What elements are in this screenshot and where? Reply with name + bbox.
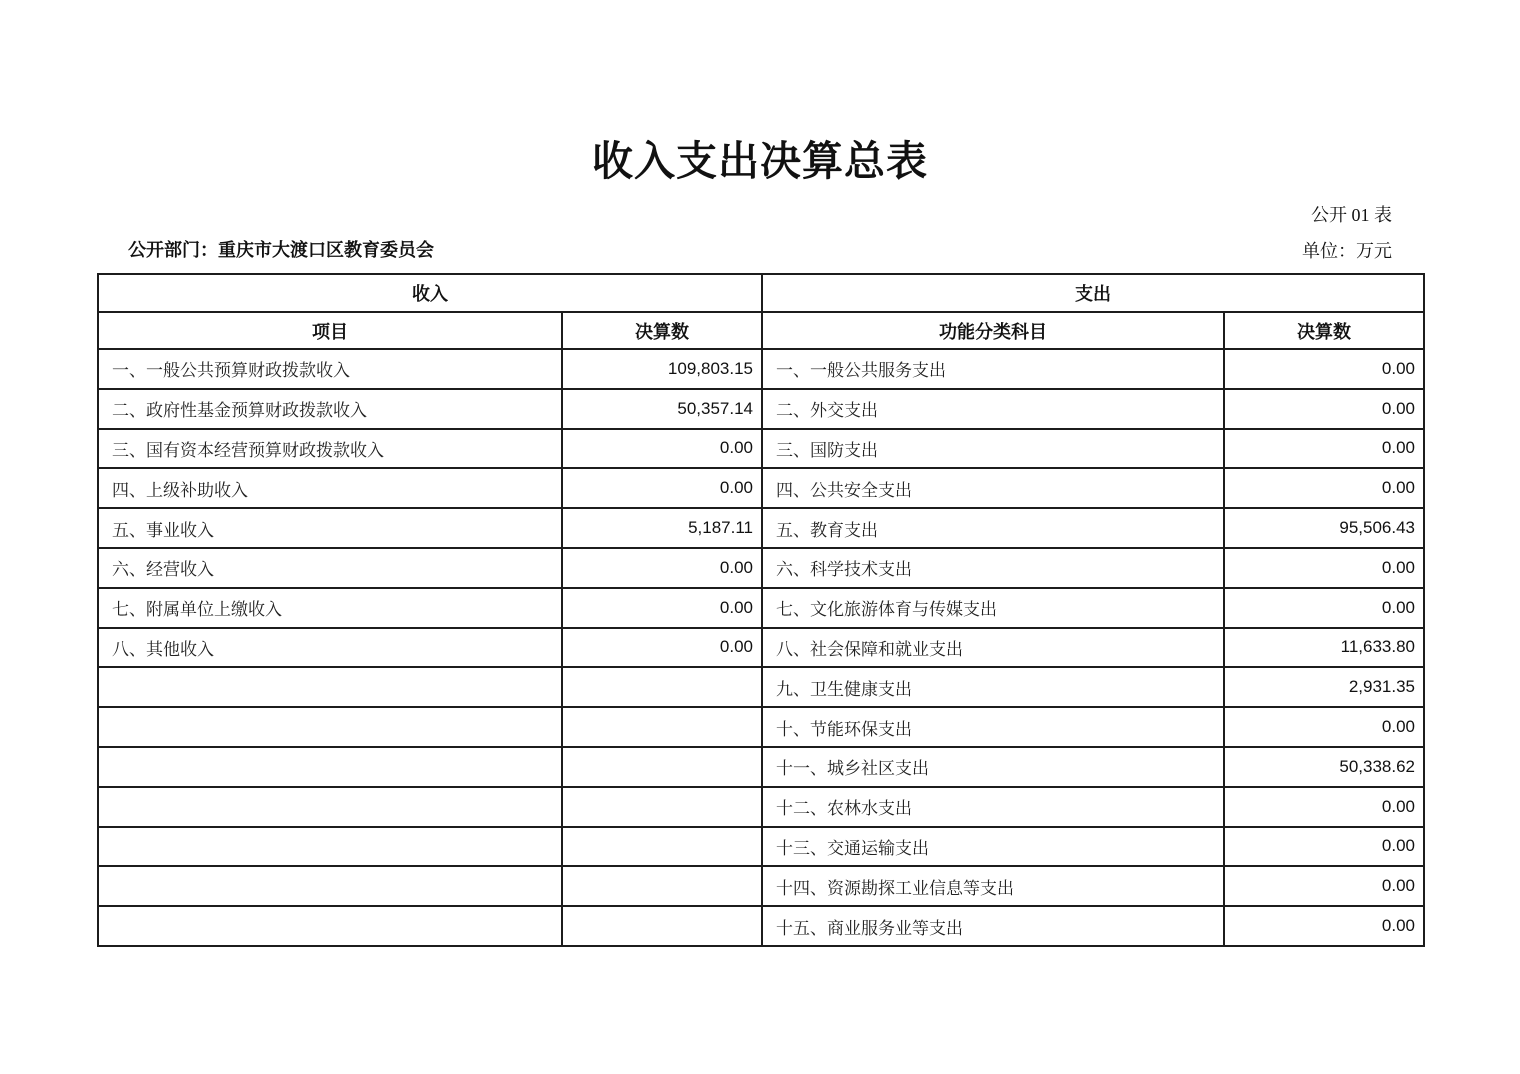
expense-value-cell: 0.00 <box>1224 548 1424 588</box>
table-row <box>98 866 1424 906</box>
summary-table <box>97 273 1425 947</box>
expense-item-cell: 六、科学技术支出 <box>762 548 1224 588</box>
table-row <box>98 548 1424 588</box>
expense-value-cell: 0.00 <box>1224 429 1424 469</box>
income-item-cell <box>98 866 562 906</box>
expense-value-cell: 2,931.35 <box>1224 667 1424 707</box>
expense-item-cell: 一、一般公共服务支出 <box>762 349 1224 389</box>
expense-value-cell: 0.00 <box>1224 349 1424 389</box>
table-row <box>98 628 1424 668</box>
income-item-cell: 三、国有资本经营预算财政拨款收入 <box>98 429 562 469</box>
income-value-cell <box>562 667 762 707</box>
expense-item-cell: 四、公共安全支出 <box>762 468 1224 508</box>
income-value-cell <box>562 827 762 867</box>
income-value-cell <box>562 747 762 787</box>
income-item-cell: 四、上级补助收入 <box>98 468 562 508</box>
income-value-cell: 5,187.11 <box>562 508 762 548</box>
expense-value-cell: 0.00 <box>1224 707 1424 747</box>
income-value-cell: 0.00 <box>562 429 762 469</box>
income-value-cell: 0.00 <box>562 468 762 508</box>
page-title: 收入支出决算总表 <box>592 138 928 184</box>
income-item-cell <box>98 707 562 747</box>
expense-item-cell: 十四、资源勘探工业信息等支出 <box>762 866 1224 906</box>
income-item-cell <box>98 906 562 946</box>
income-value-cell <box>562 866 762 906</box>
expense-value-cell: 0.00 <box>1224 866 1424 906</box>
income-value-cell: 50,357.14 <box>562 389 762 429</box>
expense-value-cell: 0.00 <box>1224 389 1424 429</box>
table-row <box>98 787 1424 827</box>
expense-value-cell: 0.00 <box>1224 787 1424 827</box>
table-row <box>98 349 1424 389</box>
column-header-row <box>98 312 1424 349</box>
income-value-cell <box>562 707 762 747</box>
income-item-cell <box>98 667 562 707</box>
expense-item-cell: 十、节能环保支出 <box>762 707 1224 747</box>
income-value-cell: 0.00 <box>562 548 762 588</box>
expense-value-column-header: 决算数 <box>1224 312 1424 349</box>
expense-item-cell: 十二、农林水支出 <box>762 787 1224 827</box>
expense-item-cell: 十五、商业服务业等支出 <box>762 906 1224 946</box>
income-value-cell <box>562 906 762 946</box>
expense-value-cell: 50,338.62 <box>1224 747 1424 787</box>
expense-item-cell: 七、文化旅游体育与传媒支出 <box>762 588 1224 628</box>
expense-item-cell: 三、国防支出 <box>762 429 1224 469</box>
expense-value-cell: 95,506.43 <box>1224 508 1424 548</box>
expense-value-cell: 0.00 <box>1224 588 1424 628</box>
income-item-cell <box>98 747 562 787</box>
table-row <box>98 747 1424 787</box>
income-value-cell: 109,803.15 <box>562 349 762 389</box>
expense-value-cell: 11,633.80 <box>1224 628 1424 668</box>
expense-section-header: 支出 <box>762 274 1424 312</box>
income-item-cell: 一、一般公共预算财政拨款收入 <box>98 349 562 389</box>
income-value-cell <box>562 787 762 827</box>
expense-item-cell: 二、外交支出 <box>762 389 1224 429</box>
table-row <box>98 588 1424 628</box>
income-item-cell <box>98 787 562 827</box>
expense-value-cell: 0.00 <box>1224 468 1424 508</box>
expense-item-cell: 九、卫生健康支出 <box>762 667 1224 707</box>
income-value-column-header: 决算数 <box>562 312 762 349</box>
expense-value-cell: 0.00 <box>1224 827 1424 867</box>
table-row <box>98 906 1424 946</box>
table-row <box>98 468 1424 508</box>
section-header-row <box>98 274 1424 312</box>
unit-label: 单位：万元 <box>1302 241 1392 261</box>
expense-item-column-header: 功能分类科目 <box>762 312 1224 349</box>
income-value-cell: 0.00 <box>562 588 762 628</box>
income-item-cell <box>98 827 562 867</box>
income-item-column-header: 项目 <box>98 312 562 349</box>
expense-item-cell: 五、教育支出 <box>762 508 1224 548</box>
expense-value-cell: 0.00 <box>1224 906 1424 946</box>
income-item-cell: 七、附属单位上缴收入 <box>98 588 562 628</box>
table-row <box>98 827 1424 867</box>
income-item-cell: 二、政府性基金预算财政拨款收入 <box>98 389 562 429</box>
expense-item-cell: 十三、交通运输支出 <box>762 827 1224 867</box>
table-row <box>98 508 1424 548</box>
income-section-header: 收入 <box>98 274 762 312</box>
department-label: 公开部门：重庆市大渡口区教育委员会 <box>128 240 434 260</box>
expense-item-cell: 十一、城乡社区支出 <box>762 747 1224 787</box>
table-row <box>98 429 1424 469</box>
income-item-cell: 五、事业收入 <box>98 508 562 548</box>
expense-item-cell: 八、社会保障和就业支出 <box>762 628 1224 668</box>
table-row <box>98 389 1424 429</box>
table-number-label: 公开 01 表 <box>1311 205 1392 225</box>
table-row <box>98 667 1424 707</box>
income-item-cell: 六、经营收入 <box>98 548 562 588</box>
income-value-cell: 0.00 <box>562 628 762 668</box>
income-item-cell: 八、其他收入 <box>98 628 562 668</box>
table-row <box>98 707 1424 747</box>
